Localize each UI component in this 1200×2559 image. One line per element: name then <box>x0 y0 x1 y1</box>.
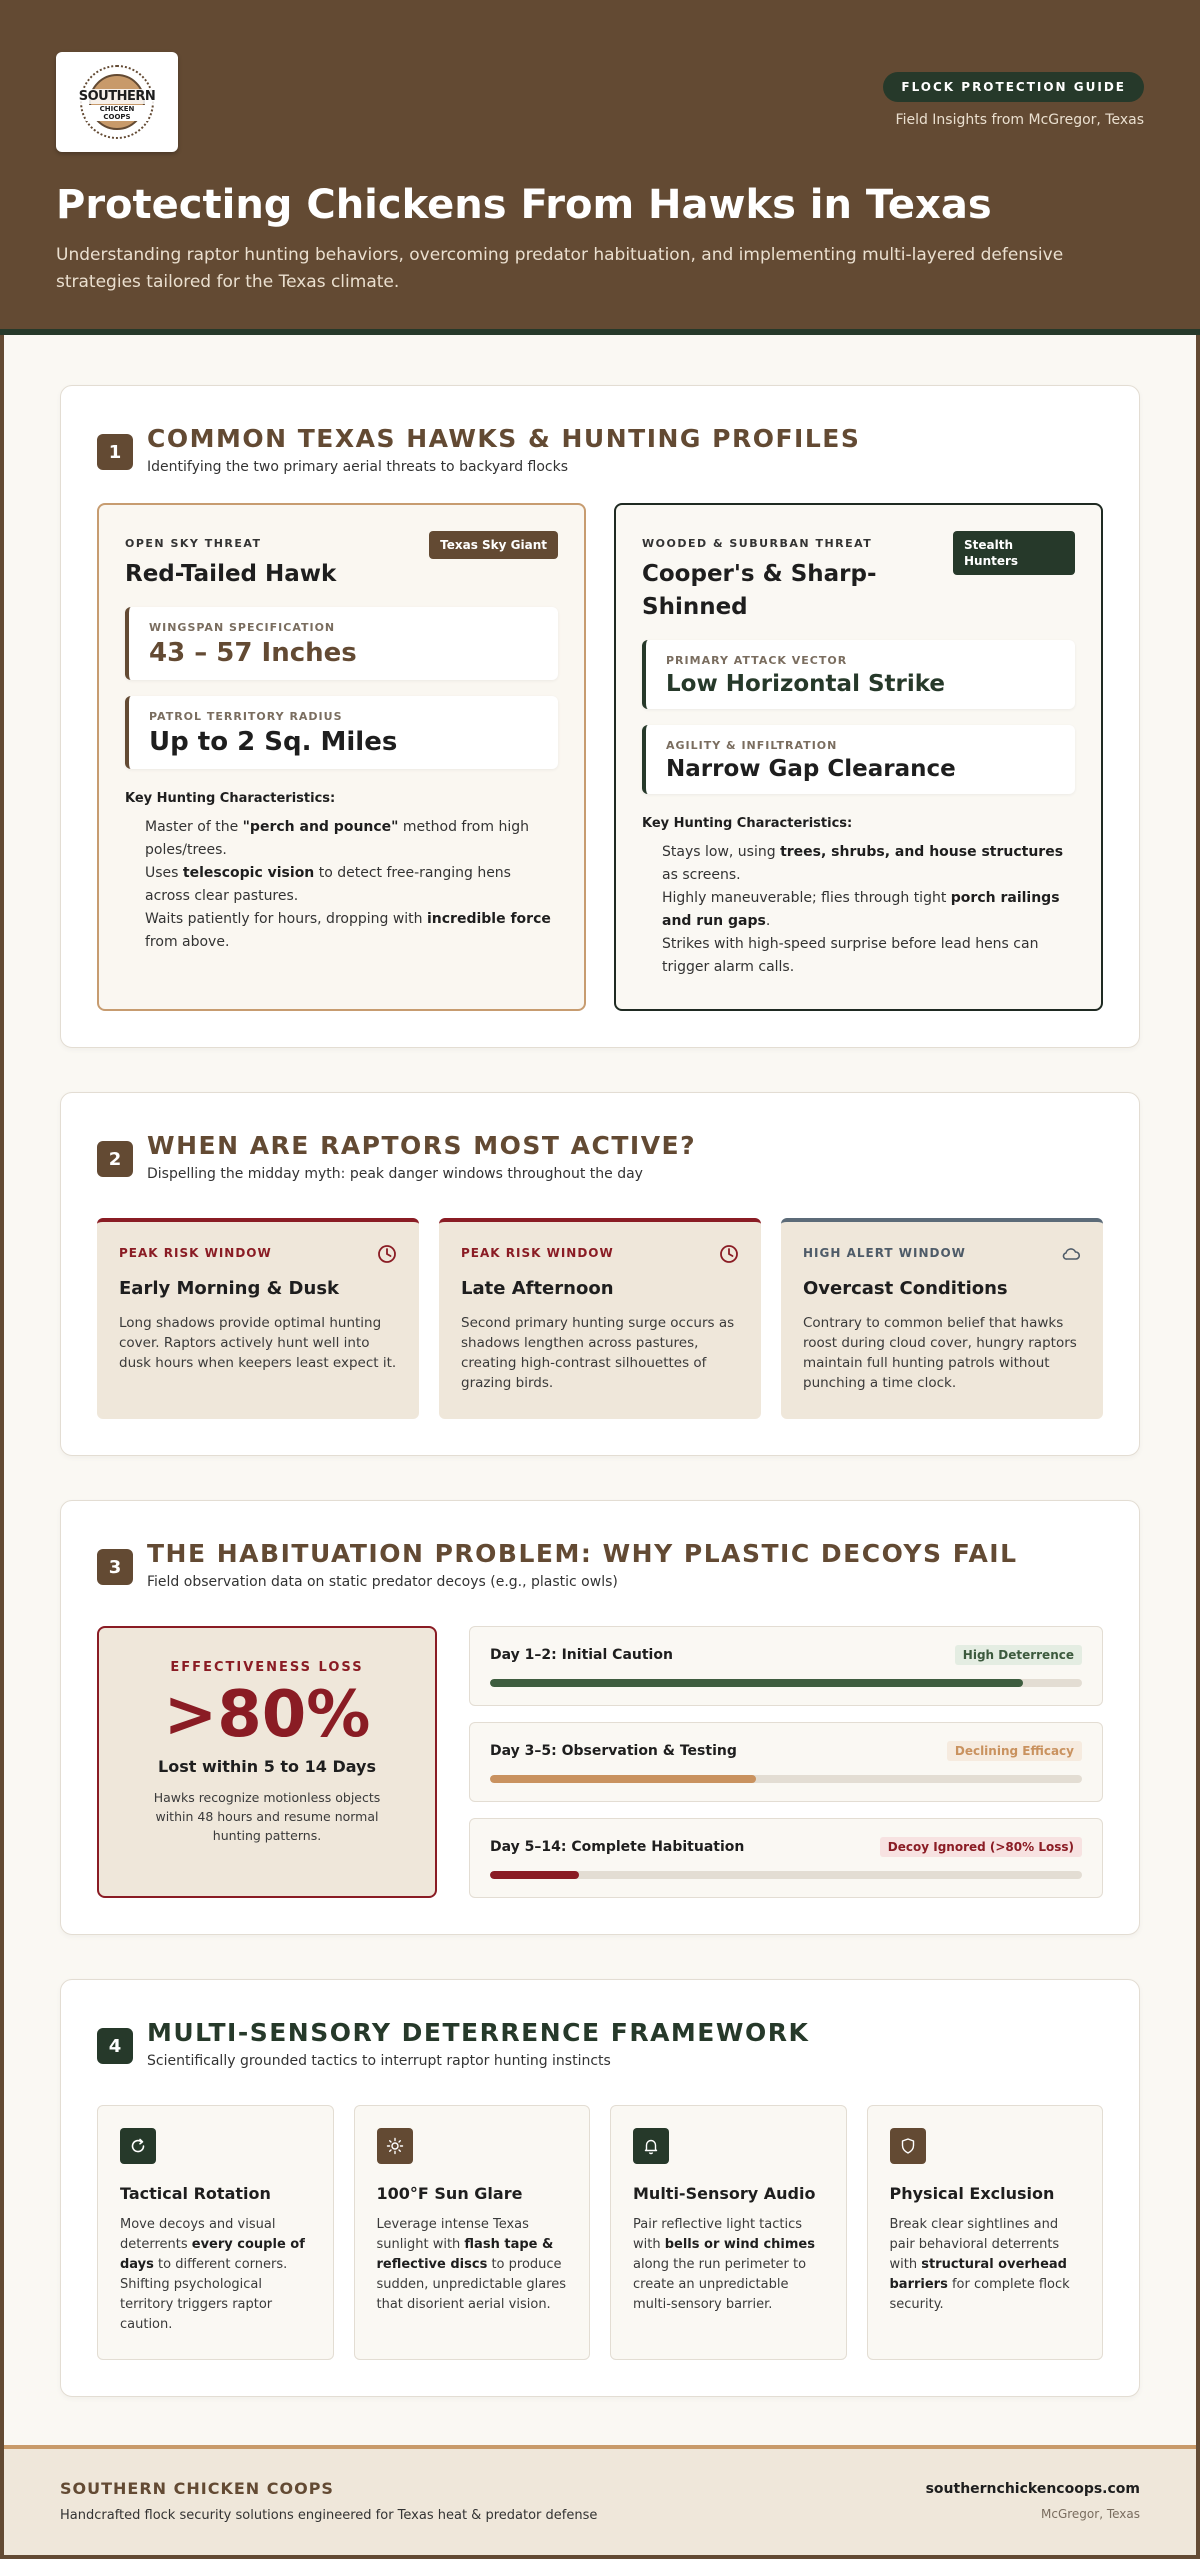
page-footer <box>4 2445 1196 2555</box>
window-description: Contrary to common belief that hawks roost during cloud cover, hungry raptors maintain full hunting patrols without punching a time clock. <box>803 1315 1077 1391</box>
timeline-label: Day 5–14: Complete Habituation <box>490 1839 745 1855</box>
timeline-row <box>469 1818 1103 1898</box>
tactic-card-sun-glare <box>354 2105 591 2360</box>
time-card-morning <box>97 1218 419 1419</box>
window-label: PEAK RISK WINDOW <box>461 1246 614 1260</box>
timeline-row <box>469 1722 1103 1802</box>
window-label: PEAK RISK WINDOW <box>119 1246 272 1260</box>
spec-value: 43 – 57 Inches <box>149 638 357 668</box>
logo-seal-icon <box>80 65 154 139</box>
list-item: Uses telescopic vision to detect free-ranging hens across clear pastures. <box>145 865 511 904</box>
tactic-title: Physical Exclusion <box>889 2184 1055 2203</box>
characteristics-title: Key Hunting Characteristics: <box>125 791 336 806</box>
spec-label: WINGSPAN SPECIFICATION <box>149 621 336 634</box>
page-title: Protecting Chickens From Hawks in Texas <box>56 182 992 228</box>
hawk-name: Red-Tailed Hawk <box>125 561 337 587</box>
window-title: Late Afternoon <box>461 1278 614 1299</box>
section-number: 2 <box>97 1141 133 1177</box>
list-item: Strikes with high-speed surprise before lead hens can trigger alarm calls. <box>662 936 1039 975</box>
progress-track <box>490 1775 1082 1783</box>
section-subtitle: Identifying the two primary aerial threats to backyard flocks <box>147 459 569 475</box>
window-title: Early Morning & Dusk <box>119 1278 339 1299</box>
hawk-card-red-tailed <box>97 503 586 1011</box>
spec-label: AGILITY & INFILTRATION <box>666 739 838 752</box>
spec-label: PATROL TERRITORY RADIUS <box>149 710 343 723</box>
characteristics-list <box>642 841 1075 979</box>
loss-description: Hawks recognize motionless objects within 48 hours and resume normal hunting patterns. <box>153 1790 381 1843</box>
footer-tagline: Handcrafted flock security solutions engineered for Texas heat & predator defense <box>60 2508 598 2523</box>
rotate-icon <box>120 2128 156 2164</box>
effectiveness-loss-card <box>97 1626 437 1898</box>
logo-subtext: CHICKEN COOPS <box>86 105 148 121</box>
progress-fill <box>490 1679 1023 1687</box>
tactic-description: Move decoys and visual deterrents every couple of days to different corners. Shifting psychological territory triggers raptor caution. <box>120 2217 305 2332</box>
shield-icon <box>890 2128 926 2164</box>
timeline-label: Day 3–5: Observation & Testing <box>490 1743 737 1759</box>
progress-fill <box>490 1775 756 1783</box>
loss-value: >80% <box>163 1678 371 1752</box>
section-subtitle: Field observation data on static predator decoys (e.g., plastic owls) <box>147 1574 618 1590</box>
list-item: Stays low, using trees, shrubs, and house structures as screens. <box>662 844 1064 883</box>
section-number: 4 <box>97 2028 133 2064</box>
spec-value: Up to 2 Sq. Miles <box>149 727 398 757</box>
tactic-description: Break clear sightlines and pair behavioral deterrents with structural overhead barriers for complete flock security. <box>889 2217 1070 2312</box>
section-number: 1 <box>97 434 133 470</box>
window-title: Overcast Conditions <box>803 1278 1008 1299</box>
bell-icon <box>633 2128 669 2164</box>
list-item: Master of the "perch and pounce" method from high poles/trees. <box>145 819 529 858</box>
progress-track <box>490 1679 1082 1687</box>
logo-wordmark: SOUTHERN <box>74 89 160 104</box>
guide-subtitle: Field Insights from McGregor, Texas <box>895 112 1144 128</box>
sun-icon <box>377 2128 413 2164</box>
hawk-card-coopers <box>614 503 1103 1011</box>
brand-logo[interactable] <box>56 52 178 152</box>
spec-value: Narrow Gap Clearance <box>666 756 956 782</box>
section-title: WHEN ARE RAPTORS MOST ACTIVE? <box>147 1131 697 1160</box>
footer-brand: SOUTHERN CHICKEN COOPS <box>60 2479 334 2498</box>
tactic-title: Multi-Sensory Audio <box>633 2184 816 2203</box>
window-label: HIGH ALERT WINDOW <box>803 1246 966 1260</box>
hawk-tag: Stealth Hunters <box>953 531 1075 575</box>
spec-block <box>125 607 558 680</box>
section-active-times <box>60 1092 1140 1456</box>
threat-label: WOODED & SUBURBAN THREAT <box>642 537 873 550</box>
guide-badge: FLOCK PROTECTION GUIDE <box>883 72 1144 102</box>
spec-label: PRIMARY ATTACK VECTOR <box>666 654 848 667</box>
section-subtitle: Scientifically grounded tactics to interrupt raptor hunting instincts <box>147 2053 611 2069</box>
hawk-name: Cooper's & Sharp-Shinned <box>642 561 877 620</box>
tactic-card-audio <box>610 2105 847 2360</box>
clock-icon <box>377 1244 397 1264</box>
list-item: Highly maneuverable; flies through tight porch railings and run gaps. <box>662 890 1060 929</box>
threat-label: OPEN SKY THREAT <box>125 537 262 550</box>
page-header <box>0 0 1200 335</box>
tactic-card-rotation <box>97 2105 334 2360</box>
hawk-tag: Texas Sky Giant <box>429 531 558 559</box>
spec-value: Low Horizontal Strike <box>666 671 946 697</box>
tactic-card-exclusion <box>867 2105 1104 2360</box>
cloud-icon <box>1061 1244 1081 1264</box>
status-badge: Declining Efficacy <box>947 1741 1082 1761</box>
window-description: Second primary hunting surge occurs as shadows lengthen across pastures, creating high-contrast silhouettes of grazing birds. <box>461 1315 735 1391</box>
loss-subtitle: Lost within 5 to 14 Days <box>158 1757 376 1776</box>
section-habituation <box>60 1500 1140 1935</box>
section-hawk-profiles <box>60 385 1140 1048</box>
main-content <box>4 335 1196 2445</box>
page-subtitle: Understanding raptor hunting behaviors, overcoming predator habituation, and implementing multi-layered defensive strategies tailored for the Texas climate. <box>56 245 1064 292</box>
characteristics-title: Key Hunting Characteristics: <box>642 816 853 831</box>
section-title: THE HABITUATION PROBLEM: WHY PLASTIC DECOYS FAIL <box>147 1539 1018 1568</box>
status-badge: High Deterrence <box>955 1645 1082 1665</box>
loss-label: EFFECTIVENESS LOSS <box>170 1660 364 1675</box>
section-title: COMMON TEXAS HAWKS & HUNTING PROFILES <box>147 424 861 453</box>
clock-icon <box>719 1244 739 1264</box>
tactic-title: 100°F Sun Glare <box>376 2184 523 2203</box>
spec-block <box>642 640 1075 709</box>
status-badge: Decoy Ignored (>80% Loss) <box>880 1837 1082 1857</box>
list-item: Waits patiently for hours, dropping with incredible force from above. <box>145 911 551 950</box>
characteristics-list <box>125 816 558 954</box>
time-card-afternoon <box>439 1218 761 1419</box>
tactic-description: Leverage intense Texas sunlight with flash tape & reflective discs to produce sudden, unpredictable glares that disorient aerial vision. <box>376 2217 567 2312</box>
section-subtitle: Dispelling the midday myth: peak danger windows throughout the day <box>147 1166 643 1182</box>
time-card-overcast <box>781 1218 1103 1419</box>
spec-block <box>642 725 1075 794</box>
progress-track <box>490 1871 1082 1879</box>
timeline-label: Day 1–2: Initial Caution <box>490 1647 673 1663</box>
tactic-description: Pair reflective light tactics with bells or wind chimes along the run perimeter to create an unpredictable multi-sensory barrier. <box>633 2217 815 2312</box>
habituation-timeline <box>469 1626 1103 1898</box>
footer-location: McGregor, Texas <box>1041 2507 1140 2521</box>
header-meta <box>883 72 1144 128</box>
footer-website-link[interactable]: southernchickencoops.com <box>925 2481 1140 2497</box>
window-description: Long shadows provide optimal hunting cover. Raptors actively hunt well into dusk hours when keepers least expect it. <box>119 1315 397 1371</box>
section-number: 3 <box>97 1549 133 1585</box>
spec-block <box>125 696 558 769</box>
tactic-title: Tactical Rotation <box>120 2184 271 2203</box>
progress-fill <box>490 1871 579 1879</box>
section-title: MULTI-SENSORY DETERRENCE FRAMEWORK <box>147 2018 810 2047</box>
section-deterrence <box>60 1979 1140 2397</box>
timeline-row <box>469 1626 1103 1706</box>
